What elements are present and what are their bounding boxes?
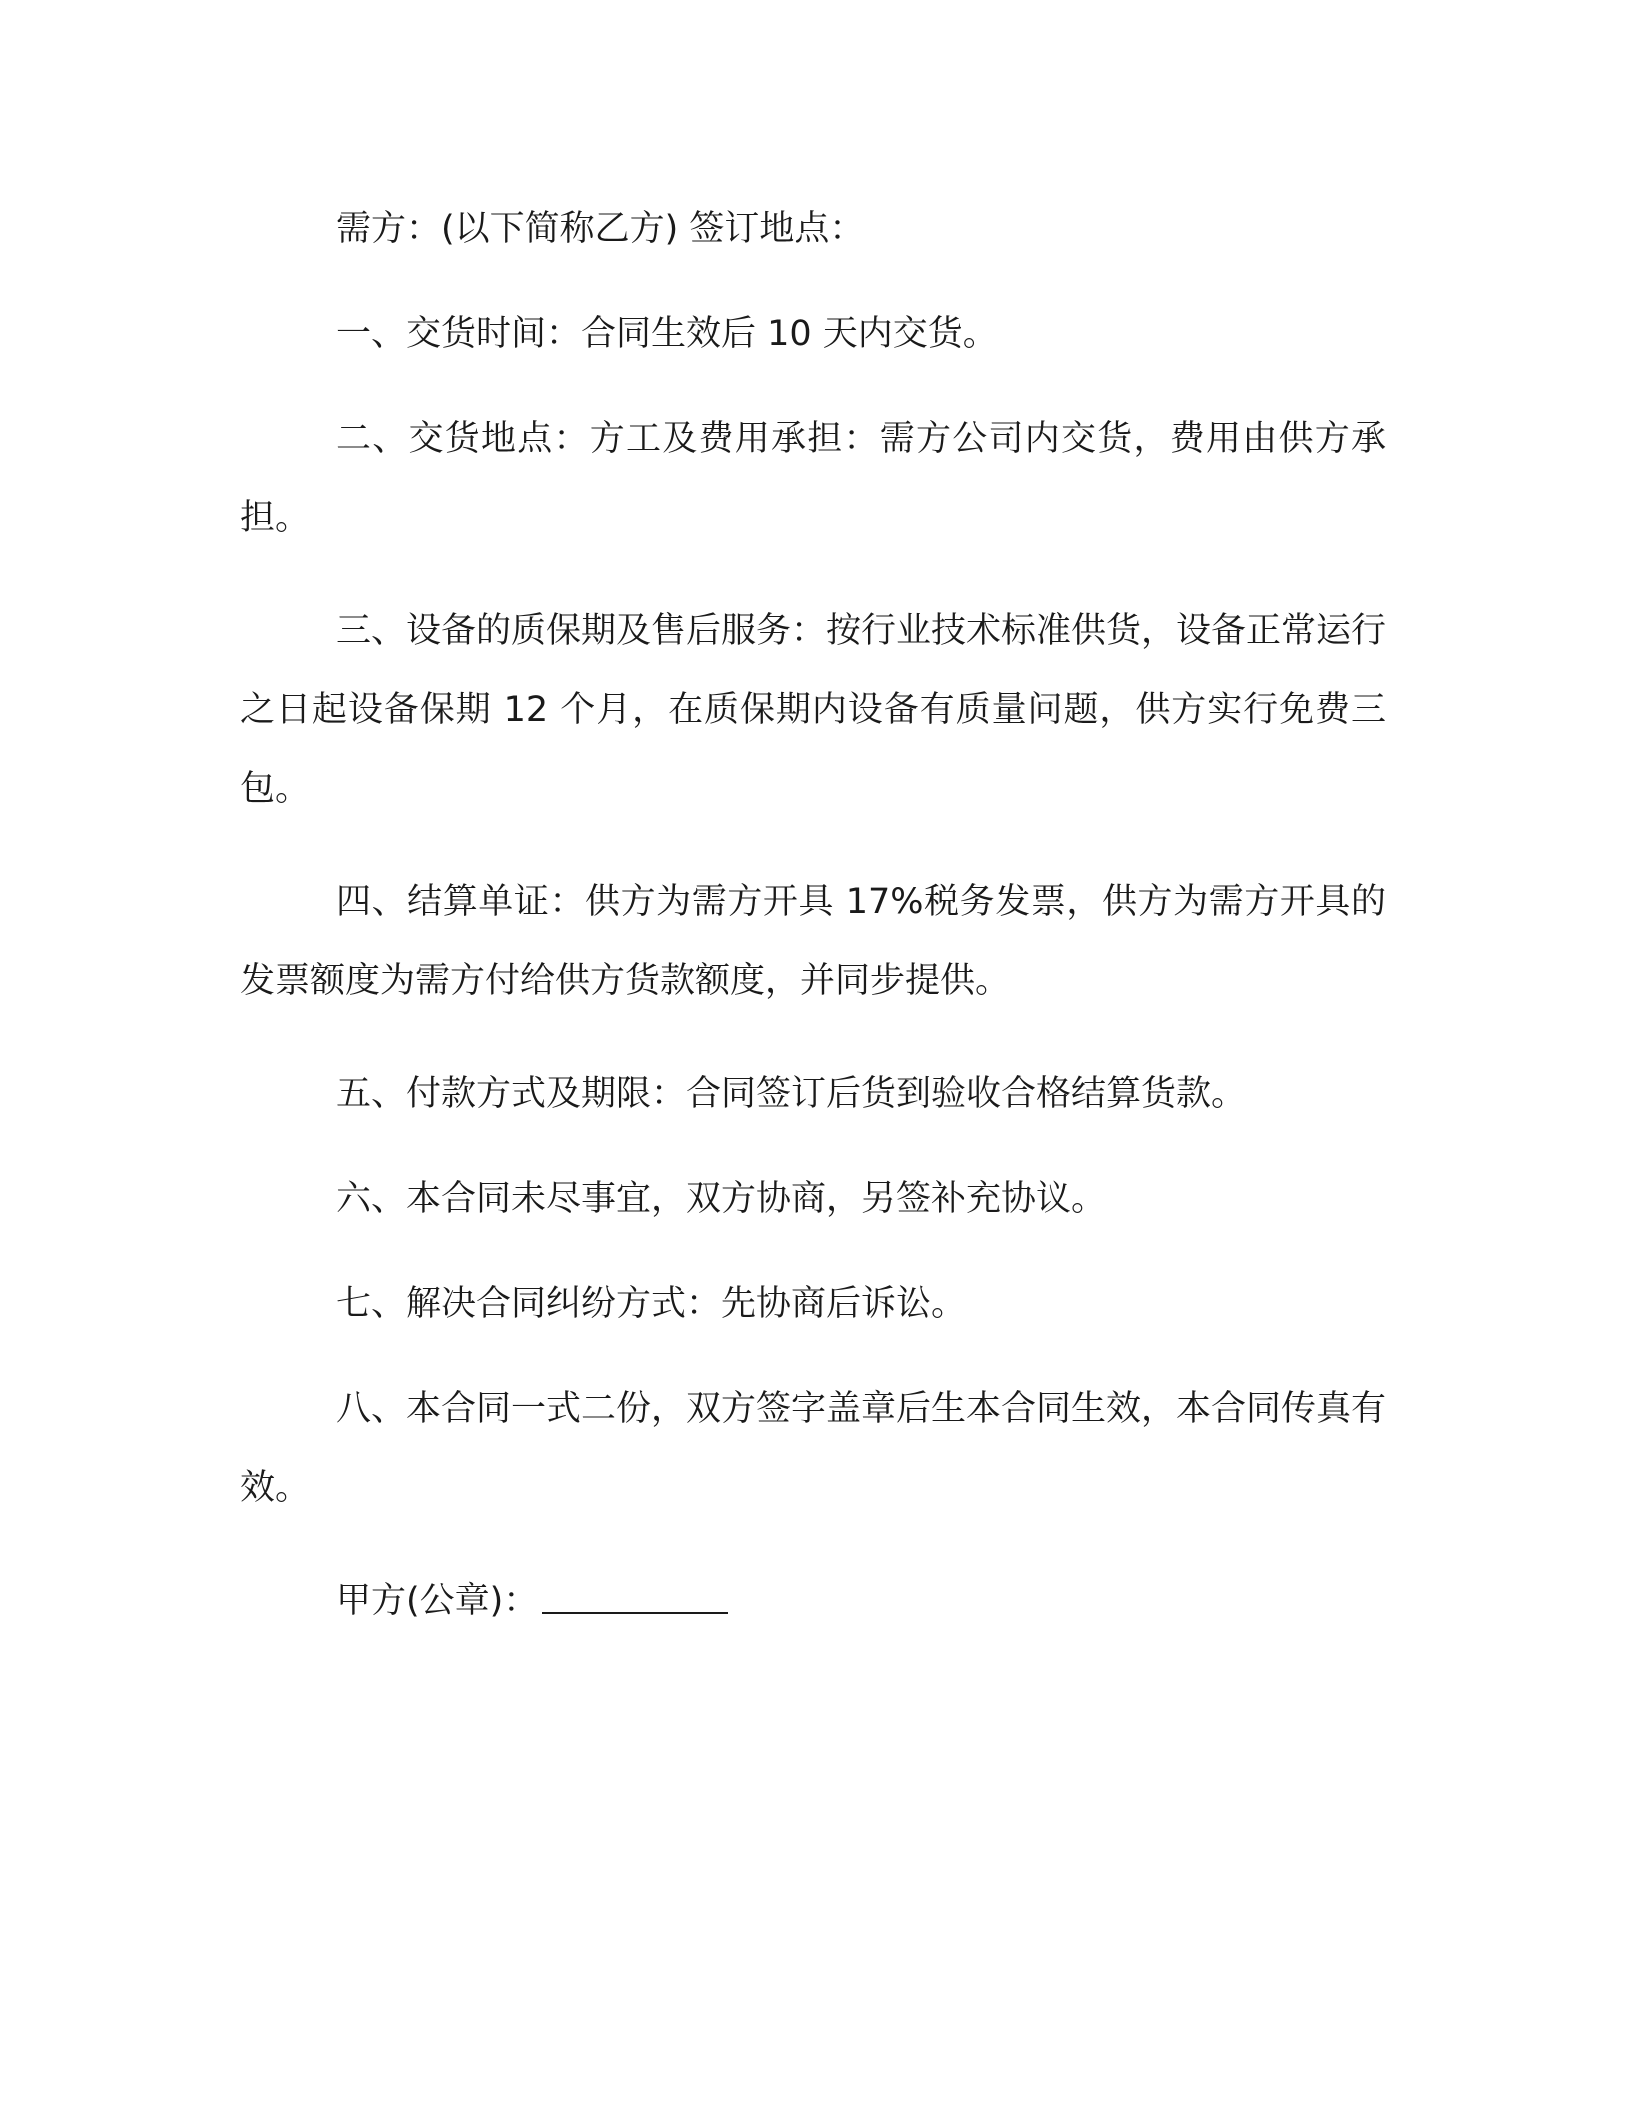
party-a-signature [240, 1562, 1386, 1641]
clause-5-payment: 五、付款方式及期限：合同签订后货到验收合格结算货款。 [336, 1074, 1247, 1114]
clause-2-delivery-place: 二、交货地点：方工及费用承担：需方公司内交货，费用由供方承担。 [240, 419, 1386, 538]
clause-4-settlement: 四、结算单证：供方为需方开具 17%税务发票，供方为需方开具的发票额度为需方付给供方货款额度，并同步提供。 [240, 882, 1386, 1001]
clause-1-delivery-time: 一、交货时间：合同生效后 10 天内交货。 [336, 314, 998, 354]
party-a-seal-label: 甲方(公章)： [336, 1581, 539, 1621]
clause-6-supplement: 六、本合同未尽事宜，双方协商，另签补充协议。 [336, 1179, 1107, 1219]
clause-7-dispute: 七、解决合同纠纷方式：先协商后诉讼。 [336, 1284, 967, 1324]
buyer-line: 需方：(以下简称乙方) 签订地点： [336, 209, 865, 249]
clause-3-warranty: 三、设备的质保期及售后服务：按行业技术标准供货，设备正常运行之日起设备保期 12 个月，在质保期内设备有质量问题，供方实行免费三包。 [240, 611, 1387, 809]
signature-blank-line [542, 1582, 728, 1614]
clause-8-copies: 八、本合同一式二份，双方签字盖章后生本合同生效，本合同传真有效。 [240, 1389, 1387, 1508]
contract-body [240, 190, 1386, 1641]
